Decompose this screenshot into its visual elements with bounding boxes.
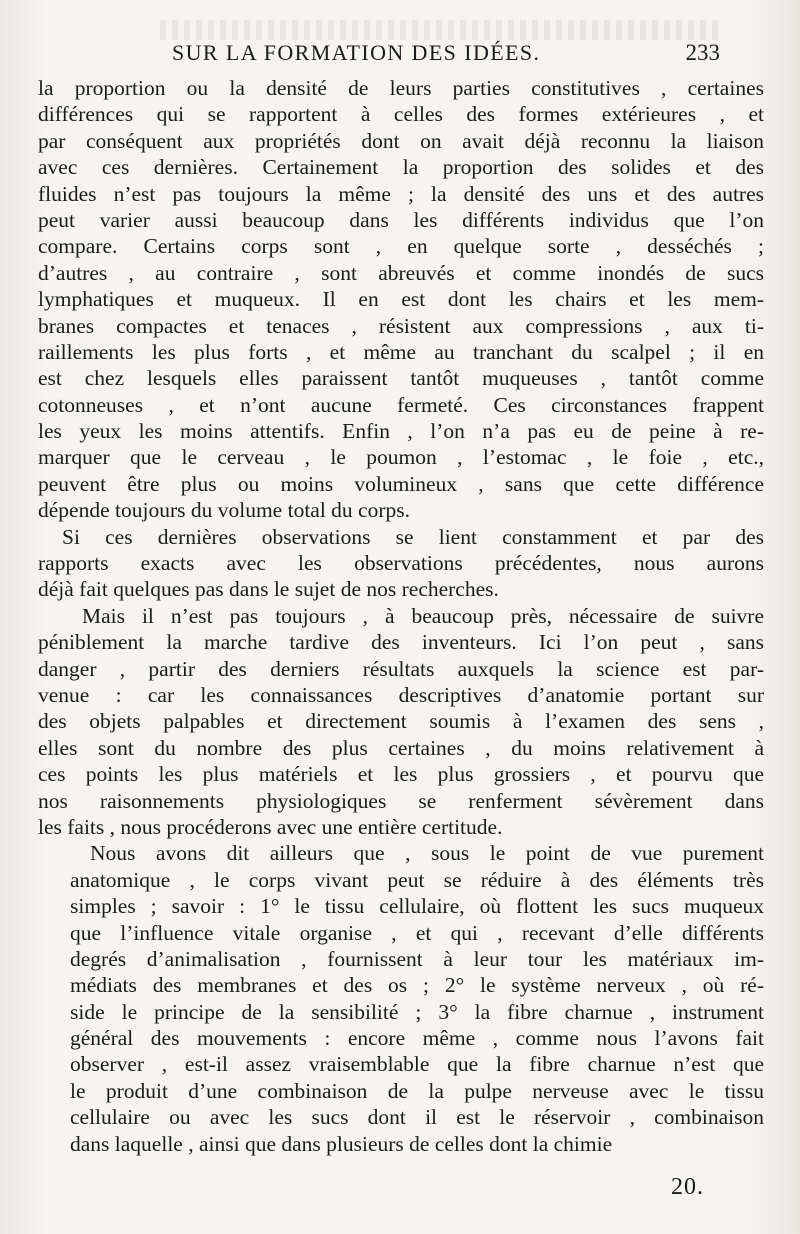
paragraph [38,524,764,603]
text-line: observer , est-il assez vraisemblable que la fibre charnue n’est que [70,1052,764,1077]
text-line: simples ; savoir : 1° le tissu cellulaire, où flottent les sucs muqueux [70,894,764,919]
text-line: danger , partir des derniers résultats auxquels la science est par- [38,656,764,681]
text-line: dépende toujours du volume total du corps. [38,498,410,523]
text-line: peuvent être plus ou moins volumineux , sans que cette différence [38,471,764,496]
paragraph [38,75,764,524]
text-line: anatomique , le corps vivant peut se réduire à des éléments très [70,867,764,892]
text-line: péniblement la marche tardive des inventeurs. Ici l’on peut , sans [38,630,764,655]
text-line: Nous avons dit ailleurs que , sous le point de vue purement [90,841,764,866]
text-line: que l’influence vitale organise , et qui , recevant d’elle différents [70,920,764,945]
text-line: avec ces dernières. Certainement la proportion des solides et des [38,155,764,180]
text-line: des objets palpables et directement soumis à l’examen des sens , [38,709,764,734]
text-line: la proportion ou la densité de leurs parties constitutives , certaines [38,76,764,100]
text-line: différences qui se rapportent à celles des formes extérieures , et [38,102,764,127]
text-line: déjà fait quelques pas dans le sujet de nos recherches. [38,577,499,602]
text-line: cellulaire ou avec les sucs dont il est le réservoir , combinaison [70,1105,764,1130]
page-number: 233 [685,40,720,65]
text-line: ces points les plus matériels et les plus grossiers , et pourvu que [38,762,764,787]
text-line: par conséquent aux propriétés dont on avait déjà reconnu la liaison [38,128,764,153]
page-header [0,40,800,72]
text-line: cotonneuses , et n’ont aucune fermeté. Ces circonstances frappent [38,392,764,417]
text-line: raillements les plus forts , et même au tranchant du scalpel ; il en [38,339,764,364]
text-line: marquer que le cerveau , le poumon , l’estomac , le foie , etc., [38,445,764,470]
show-through-shadow [160,20,720,40]
text-line: elles sont du nombre des plus certaines , du moins relativement à [38,735,764,760]
text-line: dans laquelle , ainsi que dans plusieurs de celles dont la chimie [70,1131,613,1156]
body-text [38,75,764,1157]
text-line: médiats des membranes et des os ; 2° le système nerveux , où ré- [70,973,764,998]
text-line: Mais il n’est pas toujours , à beaucoup près, nécessaire de suivre [82,603,764,628]
paragraph [38,603,764,841]
text-line: rapports exacts avec les observations précédentes, nous aurons [38,551,764,576]
paragraph [38,840,764,1157]
running-head: SUR LA FORMATION DES IDÉES. [172,40,541,65]
text-line: compare. Certains corps sont , en quelque sorte , desséchés ; [38,234,764,259]
signature-mark: 20. [671,1174,704,1200]
text-line: est chez lesquels elles paraissent tantôt muqueuses , tantôt comme [38,366,764,391]
text-line: lymphatiques et muqueux. Il en est dont les chairs et les mem- [38,287,764,312]
text-line: degrés d’animalisation , fournissent à leur tour les matériaux im- [70,946,764,971]
text-line: d’autres , au contraire , sont abreuvés et comme inondés de sucs [38,260,764,285]
text-line: side le principe de la sensibilité ; 3° la fibre charnue , instrument [70,999,764,1024]
text-line: les yeux les moins attentifs. Enfin , l’on n’a pas eu de peine à re- [38,419,764,444]
text-line: les faits , nous procéderons avec une entière certitude. [38,814,503,839]
text-line: fluides n’est pas toujours la même ; la densité des uns et des autres [38,181,764,206]
text-line: le produit d’une combinaison de la pulpe nerveuse avec le tissu [70,1078,764,1103]
text-line: venue : car les connaissances descriptives d’anatomie portant sur [38,682,764,707]
text-line: peut varier aussi beaucoup dans les différents individus que l’on [38,207,764,232]
text-line: Si ces dernières observations se lient constamment et par des [62,524,764,549]
text-line: nos raisonnements physiologiques se renferment sévèrement dans [38,788,764,813]
text-line: branes compactes et tenaces , résistent aux compressions , aux ti- [38,313,764,338]
text-line: général des mouvements : encore même , comme nous l’avons fait [70,1026,764,1051]
